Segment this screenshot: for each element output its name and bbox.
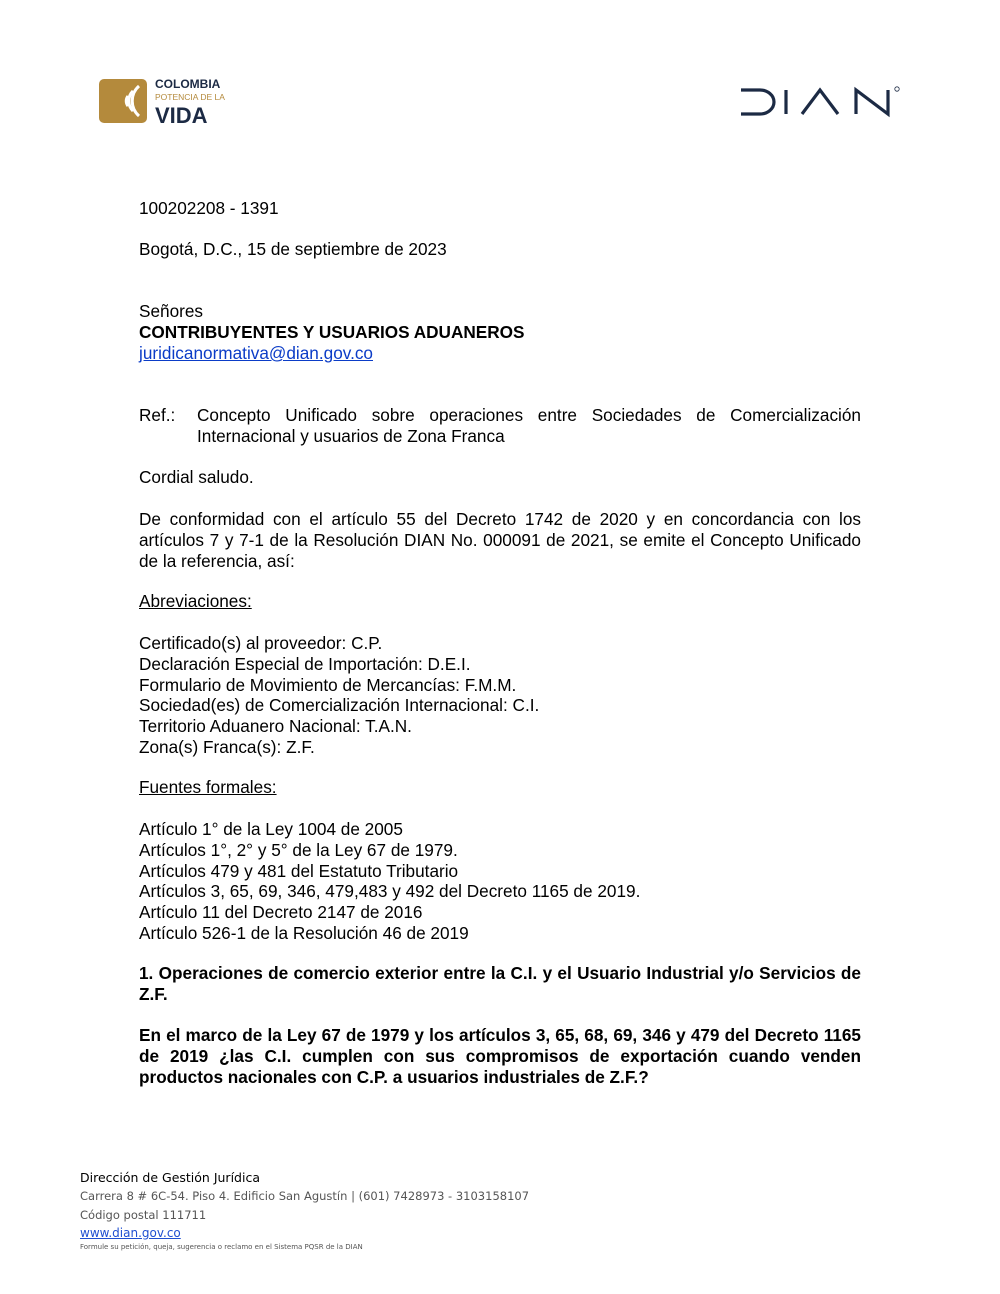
email-link[interactable]: juridicanormativa@dian.gov.co (139, 343, 373, 363)
greeting: Cordial saludo. (139, 467, 254, 487)
place-date: Bogotá, D.C., 15 de septiembre de 2023 (139, 239, 447, 259)
abbreviations-list (139, 633, 861, 758)
list-item: Formulario de Movimiento de Mercancías: F.M.M. (139, 674, 517, 695)
footer-postal-code: Código postal 111711 (80, 1208, 207, 1222)
list-item: Artículo 11 del Decreto 2147 de 2016 (139, 902, 423, 923)
document-number: 100202208 - 1391 (139, 198, 279, 218)
footer-office: Dirección de Gestión Jurídica (80, 1170, 260, 1185)
list-item: Artículos 1°, 2° y 5° de la Ley 67 de 1979. (139, 839, 458, 860)
colombia-potencia-de-la-vida-logo (99, 76, 239, 126)
sources-heading: Fuentes formales: (139, 777, 277, 797)
svg-text:COLOMBIA: COLOMBIA (155, 77, 221, 91)
list-item: Sociedad(es) de Comercialización Internacional: C.I. (139, 695, 540, 716)
question-paragraph: En el marco de la Ley 67 de 1979 y los artículos 3, 65, 68, 69, 346 y 479 del Decreto 1165 de 2019 ¿las C.I. cumplen con sus compromisos de exportación cuando venden productos nacionales con C.P. a usuarios industriales de Z.F.? (139, 1025, 861, 1087)
ref-text: Concepto Unificado sobre operaciones entre Sociedades de Comercialización Internacional y usuarios de Zona Franca (197, 405, 861, 446)
list-item: Artículo 526-1 de la Resolución 46 de 2019 (139, 922, 469, 943)
list-item: Territorio Aduanero Nacional: T.A.N. (139, 716, 412, 737)
list-item: Artículos 479 y 481 del Estatuto Tributario (139, 860, 459, 881)
sources-list (139, 819, 861, 944)
list-item: Certificado(s) al proveedor: C.P. (139, 633, 383, 653)
list-item: Declaración Especial de Importación: D.E.I. (139, 653, 471, 674)
dian-logo (738, 84, 902, 120)
footer-website-link[interactable]: www.dian.gov.co (80, 1226, 181, 1240)
recipient: CONTRIBUYENTES Y USUARIOS ADUANEROS (139, 322, 525, 342)
abbreviations-heading: Abreviaciones: (139, 591, 252, 611)
dian-logo-text: DIAN (738, 84, 741, 85)
ref-label: Ref.: (139, 405, 176, 425)
section-1-title: 1. Operaciones de comercio exterior entre la C.I. y el Usuario Industrial y/o Servicios de Z.F. (139, 963, 861, 1004)
footer-pqsr-note: Formule su petición, queja, sugerencia o reclamo en el Sistema PQSR de la DIAN (80, 1243, 363, 1251)
footer-address: Carrera 8 # 6C-54. Piso 4. Edificio San Agustín | (601) 7428973 - 3103158107 (80, 1189, 530, 1203)
svg-text:POTENCIA DE LA: POTENCIA DE LA (155, 92, 225, 102)
salutation-to: Señores (139, 301, 204, 321)
list-item: Zona(s) Franca(s): Z.F. (139, 736, 315, 757)
intro-paragraph: De conformidad con el artículo 55 del Decreto 1742 de 2020 y en concordancia con los artículos 7 y 7-1 de la Resolución DIAN No. 000091 de 2021, se emite el Concepto Unificado de la referencia, así: (139, 509, 861, 571)
list-item: Artículo 1° de la Ley 1004 de 2005 (139, 819, 403, 839)
list-item: Artículos 3, 65, 69, 346, 479,483 y 492 del Decreto 1165 de 2019. (139, 881, 641, 902)
svg-text:VIDA: VIDA (155, 103, 208, 126)
